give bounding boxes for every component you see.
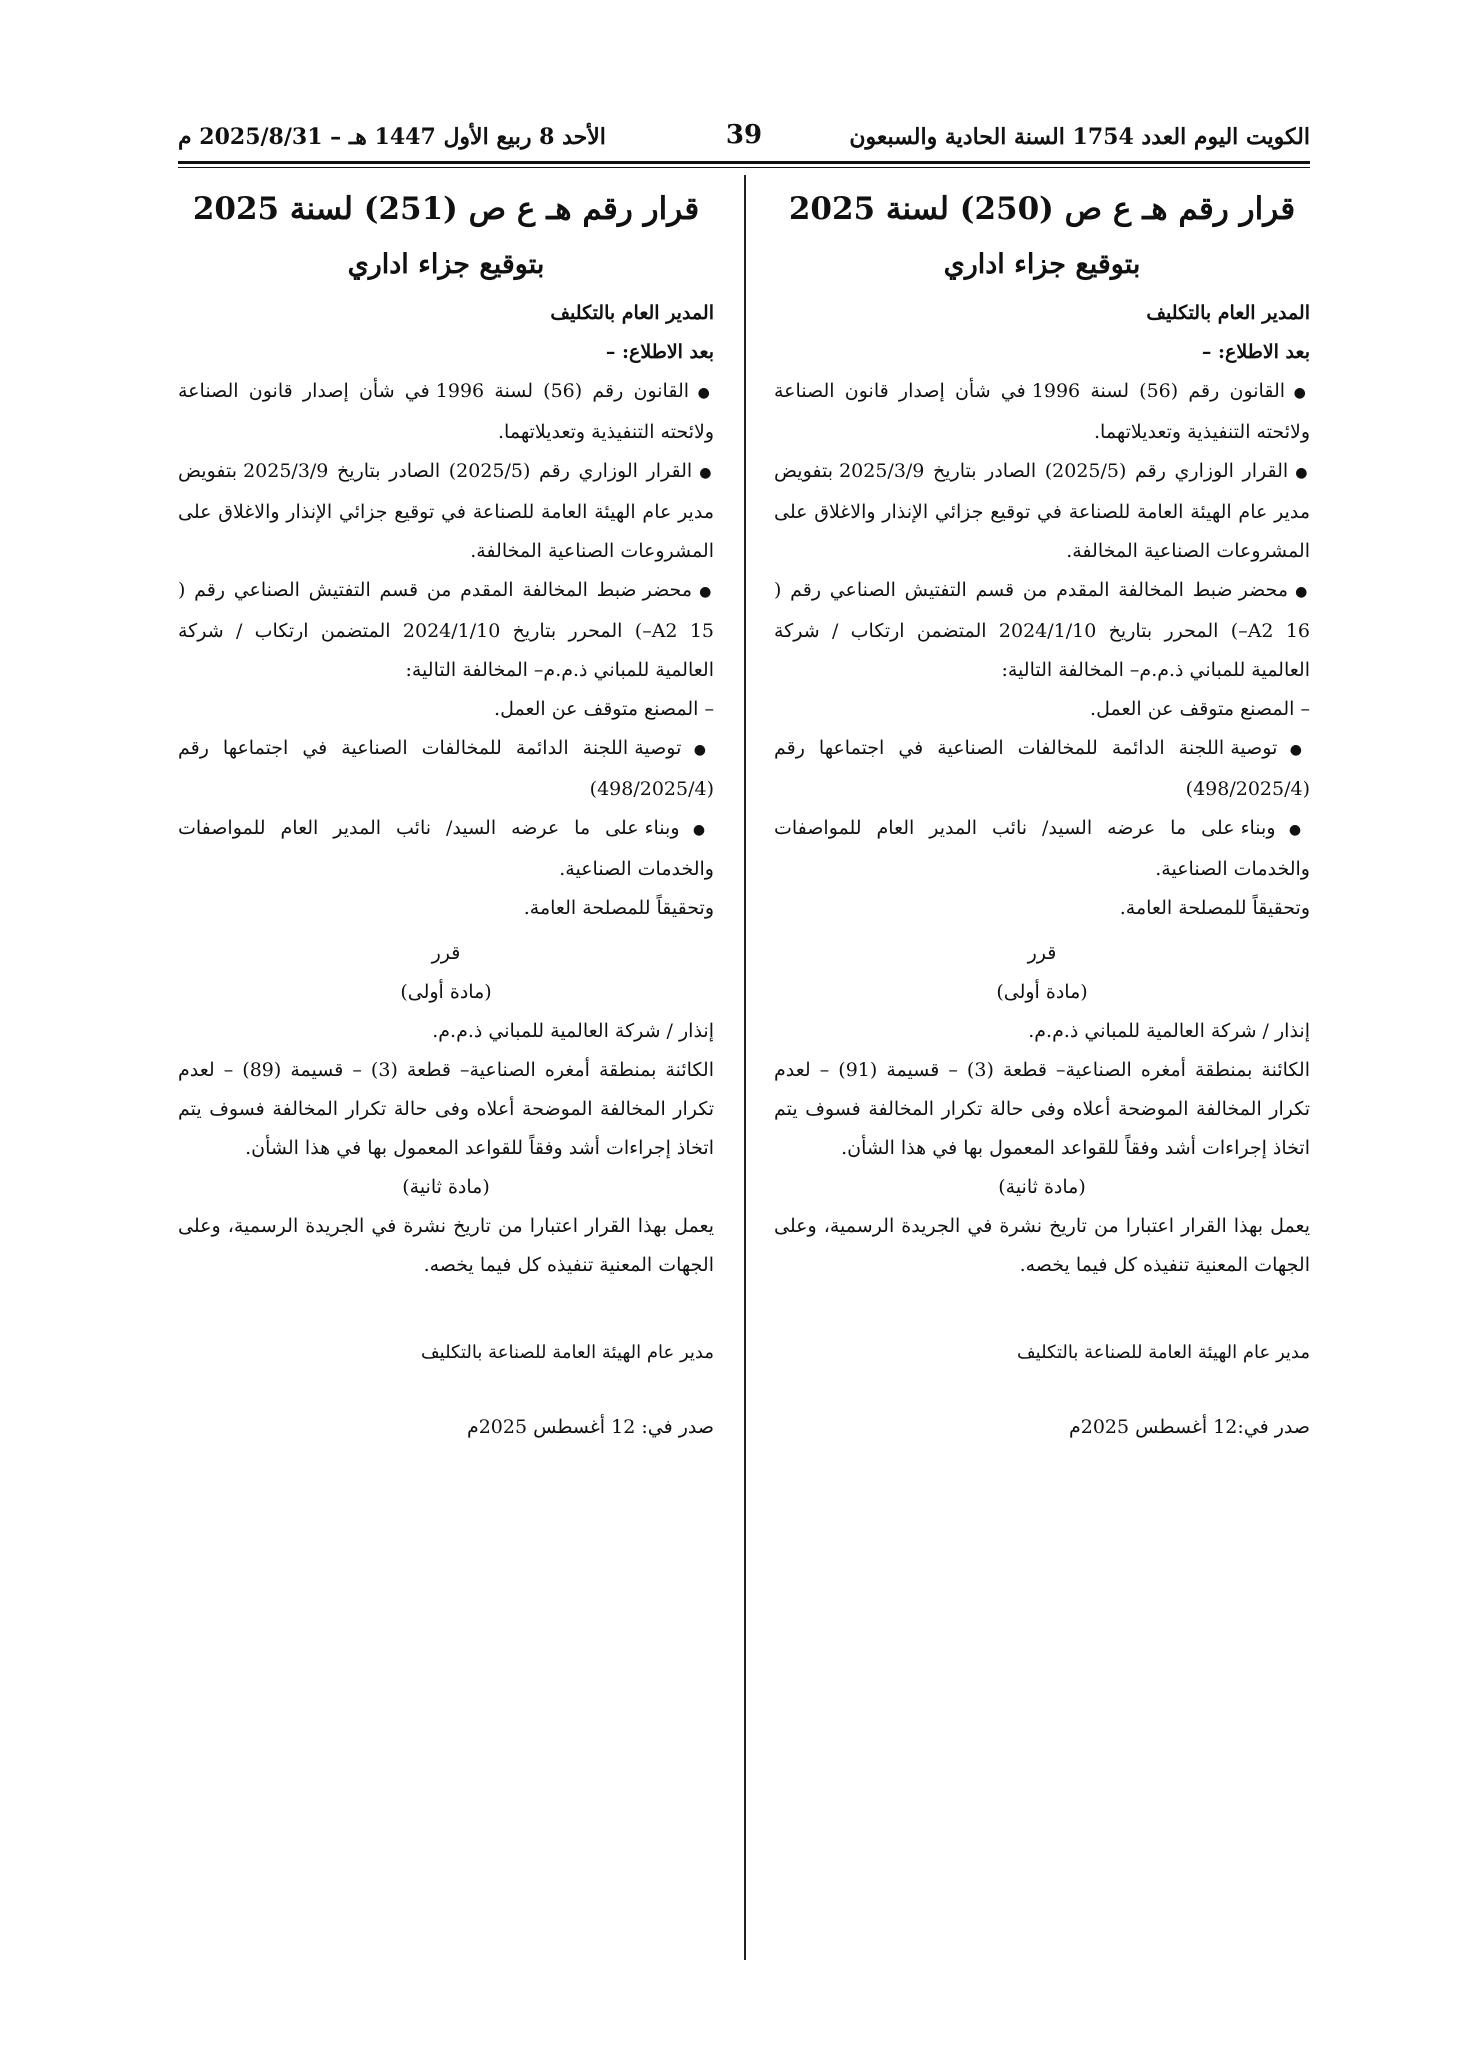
after-review-line: بعد الاطلاع: – <box>1201 341 1310 363</box>
clause-ministerial: ● القرار الوزاري رقم (2025/5) الصادر بتاريخ 2025/3/9 بتفويض مدير عام الهيئة العامة للصناعة في توقيع جزائي الإنذار والاغلاق على المشروعات الصناعية المخالفة. <box>178 452 714 571</box>
column-divider <box>744 175 746 1960</box>
clause-report: ● محضر ضبط المخالفة المقدم من قسم التفتيش الصناعي رقم ( A2 15–) المحرر بتاريخ 2024/1/10 المتضمن ارتكاب / شركة العالمية للمباني ذ.م.م– المخالفة التالية: <box>178 571 714 690</box>
decision-title: قرار رقم هـ ع ص (250) لسنة 2025 <box>788 191 1296 227</box>
header-page-number: 39 <box>725 120 763 150</box>
article-one-heading: (مادة أولى) <box>996 981 1088 1003</box>
issued-date: صدر في:12 أغسطس 2025م <box>1068 1416 1310 1438</box>
effective-paragraph: يعمل بهذا القرار اعتبارا من تاريخ نشرة في الجريدة الرسمية، وعلى الجهات المعنية تنفيذه كل فيما يخصه. <box>178 1215 714 1276</box>
header-issue-info: الكويت اليوم العدد 1754 السنة الحادية والسبعون <box>849 124 1310 150</box>
location-paragraph: الكائنة بمنطقة أمغره الصناعية– قطعة (3) – قسيمة (91) – لعدم تكرار المخالفة الموضحة أعلاه وفى حالة تكرار المخالفة فسوف يتم اتخاذ إجراءات أشد وفقاً للقواعد المعمول بها في هذا الشأن. <box>774 1059 1310 1159</box>
decision-title: قرار رقم هـ ع ص (251) لسنة 2025 <box>192 191 700 227</box>
after-review-line: بعد الاطلاع: – <box>605 341 714 363</box>
signature-line: مدير عام الهيئة العامة للصناعة بالتكليف <box>421 1342 714 1363</box>
decision-subtitle: بتوقيع جزاء اداري <box>347 249 545 280</box>
clause-proposal: ● وبناء على ما عرضه السيد/ نائب المدير العام للمواصفات والخدمات الصناعية. <box>178 809 714 889</box>
header-rule-thick <box>178 161 1310 164</box>
director-line: المدير العام بالتكليف <box>1146 302 1310 324</box>
decided-heading: قرر <box>431 942 461 964</box>
decided-heading: قرر <box>1027 942 1057 964</box>
director-line: المدير العام بالتكليف <box>550 302 714 324</box>
decision-251-column <box>178 178 714 1447</box>
clause-ministerial: ● القرار الوزاري رقم (2025/5) الصادر بتاريخ 2025/3/9 بتفويض مدير عام الهيئة العامة للصناعة في توقيع جزائي الإنذار والاغلاق على المشروعات الصناعية المخالفة. <box>774 452 1310 571</box>
clause-law: ● القانون رقم (56) لسنة 1996 في شأن إصدار قانون الصناعة ولائحته التنفيذية وتعديلاتهما. <box>178 372 714 452</box>
issued-date: صدر في: 12 أغسطس 2025م <box>466 1416 714 1438</box>
warning-line: إنذار / شركة العالمية للمباني ذ.م.م. <box>1028 1020 1310 1042</box>
article-two-heading: (مادة ثانية) <box>402 1176 490 1198</box>
location-paragraph: الكائنة بمنطقة أمغره الصناعية– قطعة (3) – قسيمة (89) – لعدم تكرار المخالفة الموضحة أعلاه وفى حالة تكرار المخالفة فسوف يتم اتخاذ إجراءات أشد وفقاً للقواعد المعمول بها في هذا الشأن. <box>178 1059 714 1159</box>
clause-report: ● محضر ضبط المخالفة المقدم من قسم التفتيش الصناعي رقم ( A2 16–) المحرر بتاريخ 2024/1/10 المتضمن ارتكاب / شركة العالمية للمباني ذ.م.م– المخالفة التالية: <box>774 571 1310 690</box>
public-interest-line: وتحقيقاً للمصلحة العامة. <box>523 897 714 919</box>
article-one-heading: (مادة أولى) <box>400 981 492 1003</box>
clause-committee: ● توصية اللجنة الدائمة للمخالفات الصناعية في اجتماعها رقم (498/2025/4) <box>774 729 1310 809</box>
effective-paragraph: يعمل بهذا القرار اعتبارا من تاريخ نشرة في الجريدة الرسمية، وعلى الجهات المعنية تنفيذه كل فيما يخصه. <box>774 1215 1310 1276</box>
header-date: الأحد 8 ربيع الأول 1447 هـ – 2025/8/31 م <box>178 124 606 150</box>
article-two-heading: (مادة ثانية) <box>998 1176 1086 1198</box>
page-header <box>178 120 1310 160</box>
decision-subtitle: بتوقيع جزاء اداري <box>943 249 1141 280</box>
violation-line: – المصنع متوقف عن العمل. <box>1090 698 1310 720</box>
signature-line: مدير عام الهيئة العامة للصناعة بالتكليف <box>1017 1342 1310 1363</box>
decision-250-column <box>774 178 1310 1447</box>
clause-law: ● القانون رقم (56) لسنة 1996 في شأن إصدار قانون الصناعة ولائحته التنفيذية وتعديلاتهما. <box>774 372 1310 452</box>
clause-committee: ● توصية اللجنة الدائمة للمخالفات الصناعية في اجتماعها رقم (498/2025/4) <box>178 729 714 809</box>
warning-line: إنذار / شركة العالمية للمباني ذ.م.م. <box>432 1020 714 1042</box>
violation-line: – المصنع متوقف عن العمل. <box>494 698 714 720</box>
header-rule-thin <box>178 167 1310 168</box>
clause-proposal: ● وبناء على ما عرضه السيد/ نائب المدير العام للمواصفات والخدمات الصناعية. <box>774 809 1310 889</box>
public-interest-line: وتحقيقاً للمصلحة العامة. <box>1119 897 1310 919</box>
